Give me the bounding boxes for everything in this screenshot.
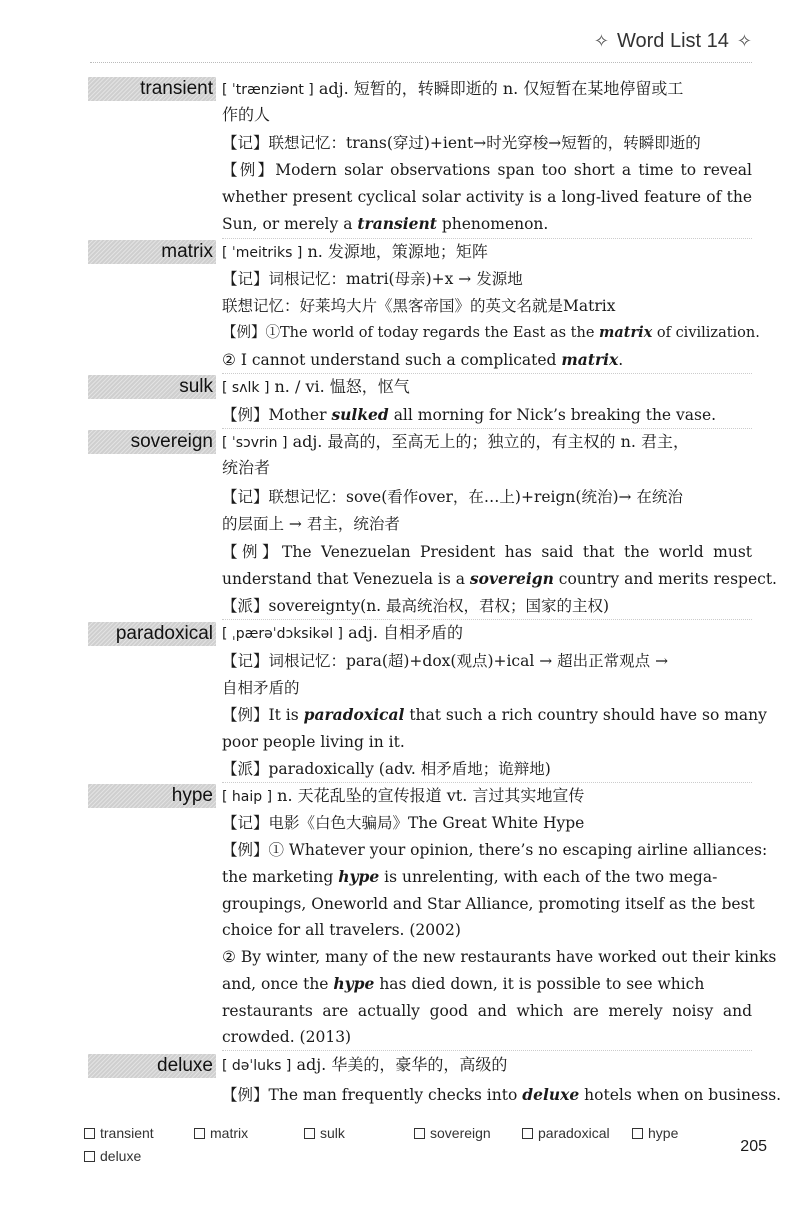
checkbox[interactable] [84,1151,95,1162]
example: Sun, or merely a transient phenomenon. [222,214,549,233]
memory-note: 【记】电影《白色大骗局》The Great White Hype [222,814,585,832]
pronunciation: [ ˈtrænziənt ] [222,82,314,98]
definition: adj. 最高的，至高无上的；独立的，有主权的 n. 君主， [292,432,690,451]
checklist-item-deluxe[interactable]: deluxe [84,1148,141,1164]
example: 【例】It is paradoxical that such a rich country should have so many [222,705,767,724]
definition-cont: 作的人 [222,105,271,124]
memory-note: 【记】联想记忆：sove(看作over，在…上)+reign(统治)→ 在统治 [222,488,683,506]
headword-deluxe: deluxe [88,1054,216,1078]
pronunciation: [ haip ] [222,789,273,805]
pronunciation: [ dəˈluks ] [222,1058,292,1074]
memory-note: 联想记忆：好莱坞大片《黑客帝国》的英文名就是Matrix [222,297,616,315]
example: ② By winter, many of the new restaurants have worked out their kinks [222,948,777,966]
page-header [594,30,752,53]
memory-note: 的层面上 → 君主，统治者 [222,515,400,533]
entry-divider [222,1050,752,1051]
example: 【例】The man frequently checks into deluxe hotels when on business. [222,1085,782,1104]
checklist-item-sulk[interactable]: sulk [304,1125,345,1141]
diamond-ornament-icon: ✧ [593,31,609,51]
word-list-title: Word List 14 [617,30,729,52]
memory-note: 【记】联想记忆：trans(穿过)+ient→时光穿梭→短暂的，转瞬即逝的 [222,134,701,152]
entry-sovereign-definition [222,429,752,456]
example: understand that Venezuela is a sovereign country and merits respect. [222,569,777,588]
headword-paradoxical: paradoxical [88,622,216,646]
definition-cont: 统治者 [222,458,271,477]
definition: adj. 短暂的，转瞬即逝的 n. 仅短暂在某地停留或工 [318,79,684,98]
entry-hype-definition [222,783,752,810]
headword-sulk: sulk [88,375,216,399]
entry-transient-definition [222,76,752,103]
checklist-item-hype[interactable]: hype [632,1125,678,1141]
header-divider [90,62,752,63]
memory-note: 【记】词根记忆：matri(母亲)+x → 发源地 [222,270,523,288]
entry-paradoxical-definition [222,620,752,647]
checkbox[interactable] [194,1128,205,1139]
definition: n. / vi. 愠怒，怄气 [274,377,410,396]
example: crowded. (2013) [222,1028,352,1046]
headword-hype: hype [88,784,216,808]
example: whether present cyclical solar activity is a long-lived feature of the [222,188,752,206]
checkbox[interactable] [414,1128,425,1139]
example: choice for all travelers. (2002) [222,921,461,939]
checkbox[interactable] [522,1128,533,1139]
example: poor people living in it. [222,733,405,751]
derivative: 【派】paradoxically (adv. 相矛盾地；诡辩地) [222,760,551,778]
checklist-item-sovereign[interactable]: sovereign [414,1125,491,1141]
example: restaurants are actually good and which are merely noisy and [222,1002,752,1020]
example: 【例】Modern solar observations span too short a time to reveal [222,161,752,179]
pronunciation: [ sʌlk ] [222,380,270,396]
example: ② I cannot understand such a complicated matrix. [222,350,624,369]
checklist-item-paradoxical[interactable]: paradoxical [522,1125,610,1141]
example: 【例】① Whatever your opinion, there’s no escaping airline alliances: [222,841,768,859]
example: groupings, Oneworld and Star Alliance, promoting itself as the best [222,895,755,913]
checkbox[interactable] [84,1128,95,1139]
example: and, once the hype has died down, it is possible to see which [222,974,705,993]
headword-matrix: matrix [88,240,216,264]
headword-transient: transient [88,77,216,101]
memory-note: 【记】词根记忆：para(超)+dox(观点)+ical → 超出正常观点 → [222,652,669,670]
headword-sovereign: sovereign [88,430,216,454]
entry-matrix-definition [222,239,752,266]
checklist-item-transient[interactable]: transient [84,1125,154,1141]
definition: adj. 华美的，豪华的，高级的 [296,1055,508,1074]
derivative: 【派】sovereignty(n. 最高统治权，君权；国家的主权) [222,597,610,615]
checkbox[interactable] [304,1128,315,1139]
example: 【例】Mother sulked all morning for Nick’s breaking the vase. [222,405,717,424]
example: 【例】①The world of today regards the East as the matrix of civilization. [222,324,760,341]
example: the marketing hype is unrelenting, with each of the two mega- [222,867,718,886]
definition: n. 发源地，策源地；矩阵 [307,242,488,261]
memory-note: 自相矛盾的 [222,679,300,697]
pronunciation: [ ˈmeitriks ] [222,245,303,261]
checklist-item-matrix[interactable]: matrix [194,1125,248,1141]
pronunciation: [ ˌpærəˈdɔksikəl ] [222,626,344,642]
entry-deluxe-definition [222,1052,752,1079]
checkbox[interactable] [632,1128,643,1139]
definition: adj. 自相矛盾的 [348,623,464,642]
page-number: 205 [740,1138,767,1155]
diamond-ornament-icon: ✧ [736,31,752,51]
entry-sulk-definition [222,374,752,401]
definition: n. 天花乱坠的宣传报道 vt. 言过其实地宣传 [277,786,585,805]
example: 【例】The Venezuelan President has said that the world must [222,543,752,561]
pronunciation: [ ˈsɔvrin ] [222,435,288,451]
